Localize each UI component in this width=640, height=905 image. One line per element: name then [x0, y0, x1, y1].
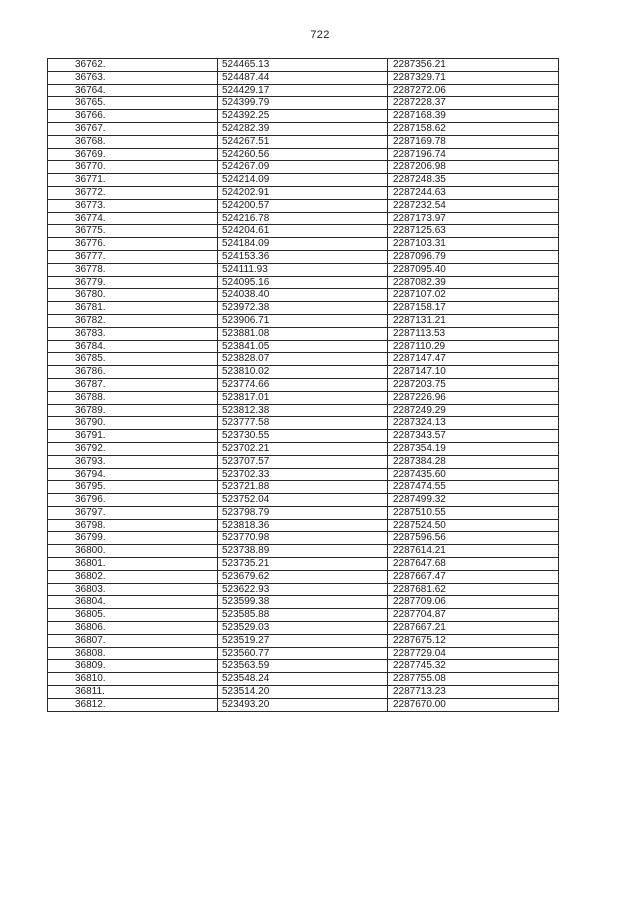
x-coordinate-cell: 524214.09 — [218, 174, 388, 187]
table-row — [48, 161, 559, 174]
x-coordinate-cell: 523770.98 — [218, 532, 388, 545]
x-coordinate-cell: 524267.51 — [218, 135, 388, 148]
y-coordinate-cell: 2287226.96 — [388, 391, 559, 404]
point-number-cell: 36763. — [48, 71, 218, 84]
table-row — [48, 59, 559, 72]
point-number-cell: 36775. — [48, 225, 218, 238]
point-number-cell: 36785. — [48, 353, 218, 366]
x-coordinate-cell: 523818.36 — [218, 519, 388, 532]
point-number-cell: 36783. — [48, 327, 218, 340]
x-coordinate-cell: 523529.03 — [218, 622, 388, 635]
y-coordinate-cell: 2287147.10 — [388, 366, 559, 379]
x-coordinate-cell: 523679.62 — [218, 570, 388, 583]
table-row — [48, 570, 559, 583]
point-number-cell: 36782. — [48, 314, 218, 327]
y-coordinate-cell: 2287524.50 — [388, 519, 559, 532]
point-number-cell: 36804. — [48, 596, 218, 609]
x-coordinate-cell: 524487.44 — [218, 71, 388, 84]
point-number-cell: 36779. — [48, 276, 218, 289]
table-row — [48, 622, 559, 635]
table-row — [48, 238, 559, 251]
x-coordinate-cell: 523622.93 — [218, 583, 388, 596]
point-number-cell: 36777. — [48, 250, 218, 263]
y-coordinate-cell: 2287103.31 — [388, 238, 559, 251]
table-row — [48, 558, 559, 571]
table-row — [48, 660, 559, 673]
x-coordinate-cell: 523730.55 — [218, 430, 388, 443]
point-number-cell: 36788. — [48, 391, 218, 404]
point-number-cell: 36780. — [48, 289, 218, 302]
y-coordinate-cell: 2287206.98 — [388, 161, 559, 174]
y-coordinate-cell: 2287173.97 — [388, 212, 559, 225]
table-row — [48, 519, 559, 532]
table-row — [48, 404, 559, 417]
point-number-cell: 36774. — [48, 212, 218, 225]
coordinates-table — [47, 58, 559, 712]
x-coordinate-cell: 523817.01 — [218, 391, 388, 404]
point-number-cell: 36803. — [48, 583, 218, 596]
y-coordinate-cell: 2287667.21 — [388, 622, 559, 635]
y-coordinate-cell: 2287384.28 — [388, 455, 559, 468]
y-coordinate-cell: 2287713.23 — [388, 686, 559, 699]
y-coordinate-cell: 2287095.40 — [388, 263, 559, 276]
table-row — [48, 686, 559, 699]
x-coordinate-cell: 523752.04 — [218, 494, 388, 507]
x-coordinate-cell: 523707.57 — [218, 455, 388, 468]
x-coordinate-cell: 523972.38 — [218, 302, 388, 315]
y-coordinate-cell: 2287158.17 — [388, 302, 559, 315]
x-coordinate-cell: 524429.17 — [218, 84, 388, 97]
y-coordinate-cell: 2287343.57 — [388, 430, 559, 443]
x-coordinate-cell: 523519.27 — [218, 634, 388, 647]
y-coordinate-cell: 2287435.60 — [388, 468, 559, 481]
x-coordinate-cell: 523828.07 — [218, 353, 388, 366]
x-coordinate-cell: 524260.56 — [218, 148, 388, 161]
table-row — [48, 391, 559, 404]
y-coordinate-cell: 2287096.79 — [388, 250, 559, 263]
point-number-cell: 36789. — [48, 404, 218, 417]
y-coordinate-cell: 2287168.39 — [388, 110, 559, 123]
y-coordinate-cell: 2287474.55 — [388, 481, 559, 494]
x-coordinate-cell: 523812.38 — [218, 404, 388, 417]
table-row — [48, 122, 559, 135]
y-coordinate-cell: 2287131.21 — [388, 314, 559, 327]
table-row — [48, 289, 559, 302]
x-coordinate-cell: 524465.13 — [218, 59, 388, 72]
y-coordinate-cell: 2287324.13 — [388, 417, 559, 430]
point-number-cell: 36811. — [48, 686, 218, 699]
table-row — [48, 97, 559, 110]
table-row — [48, 417, 559, 430]
point-number-cell: 36795. — [48, 481, 218, 494]
y-coordinate-cell: 2287681.62 — [388, 583, 559, 596]
table-row — [48, 430, 559, 443]
x-coordinate-cell: 523881.08 — [218, 327, 388, 340]
table-row — [48, 468, 559, 481]
point-number-cell: 36810. — [48, 673, 218, 686]
x-coordinate-cell: 523810.02 — [218, 366, 388, 379]
table-row — [48, 250, 559, 263]
page-number: 722 — [310, 29, 330, 41]
y-coordinate-cell: 2287647.68 — [388, 558, 559, 571]
x-coordinate-cell: 524392.25 — [218, 110, 388, 123]
y-coordinate-cell: 2287709.06 — [388, 596, 559, 609]
y-coordinate-cell: 2287596.56 — [388, 532, 559, 545]
table-row — [48, 186, 559, 199]
y-coordinate-cell: 2287614.21 — [388, 545, 559, 558]
x-coordinate-cell: 524267.09 — [218, 161, 388, 174]
y-coordinate-cell: 2287354.19 — [388, 442, 559, 455]
x-coordinate-cell: 523560.77 — [218, 647, 388, 660]
x-coordinate-cell: 523514.20 — [218, 686, 388, 699]
table-row — [48, 609, 559, 622]
table-row — [48, 148, 559, 161]
point-number-cell: 36796. — [48, 494, 218, 507]
table-row — [48, 314, 559, 327]
y-coordinate-cell: 2287110.29 — [388, 340, 559, 353]
point-number-cell: 36791. — [48, 430, 218, 443]
point-number-cell: 36769. — [48, 148, 218, 161]
table-row — [48, 442, 559, 455]
y-coordinate-cell: 2287169.78 — [388, 135, 559, 148]
y-coordinate-cell: 2287107.02 — [388, 289, 559, 302]
y-coordinate-cell: 2287228.37 — [388, 97, 559, 110]
table-row — [48, 212, 559, 225]
y-coordinate-cell: 2287356.21 — [388, 59, 559, 72]
table-row — [48, 263, 559, 276]
x-coordinate-cell: 524399.79 — [218, 97, 388, 110]
x-coordinate-cell: 523702.33 — [218, 468, 388, 481]
y-coordinate-cell: 2287499.32 — [388, 494, 559, 507]
table-row — [48, 199, 559, 212]
point-number-cell: 36793. — [48, 455, 218, 468]
point-number-cell: 36792. — [48, 442, 218, 455]
y-coordinate-cell: 2287670.00 — [388, 698, 559, 711]
point-number-cell: 36797. — [48, 506, 218, 519]
x-coordinate-cell: 524095.16 — [218, 276, 388, 289]
point-number-cell: 36772. — [48, 186, 218, 199]
table-row — [48, 327, 559, 340]
point-number-cell: 36801. — [48, 558, 218, 571]
point-number-cell: 36786. — [48, 366, 218, 379]
x-coordinate-cell: 524204.61 — [218, 225, 388, 238]
y-coordinate-cell: 2287729.04 — [388, 647, 559, 660]
table-row — [48, 135, 559, 148]
y-coordinate-cell: 2287248.35 — [388, 174, 559, 187]
table-row — [48, 174, 559, 187]
table-row — [48, 532, 559, 545]
y-coordinate-cell: 2287704.87 — [388, 609, 559, 622]
point-number-cell: 36776. — [48, 238, 218, 251]
y-coordinate-cell: 2287113.53 — [388, 327, 559, 340]
table-row — [48, 506, 559, 519]
x-coordinate-cell: 523599.38 — [218, 596, 388, 609]
y-coordinate-cell: 2287755.08 — [388, 673, 559, 686]
x-coordinate-cell: 523841.05 — [218, 340, 388, 353]
table-row — [48, 353, 559, 366]
table-row — [48, 71, 559, 84]
table-row — [48, 583, 559, 596]
y-coordinate-cell: 2287203.75 — [388, 378, 559, 391]
y-coordinate-cell: 2287244.63 — [388, 186, 559, 199]
point-number-cell: 36764. — [48, 84, 218, 97]
point-number-cell: 36767. — [48, 122, 218, 135]
x-coordinate-cell: 523493.20 — [218, 698, 388, 711]
x-coordinate-cell: 524200.57 — [218, 199, 388, 212]
table-row — [48, 366, 559, 379]
point-number-cell: 36799. — [48, 532, 218, 545]
point-number-cell: 36771. — [48, 174, 218, 187]
point-number-cell: 36784. — [48, 340, 218, 353]
y-coordinate-cell: 2287329.71 — [388, 71, 559, 84]
point-number-cell: 36770. — [48, 161, 218, 174]
table-row — [48, 673, 559, 686]
y-coordinate-cell: 2287510.55 — [388, 506, 559, 519]
point-number-cell: 36808. — [48, 647, 218, 660]
y-coordinate-cell: 2287745.32 — [388, 660, 559, 673]
point-number-cell: 36787. — [48, 378, 218, 391]
y-coordinate-cell: 2287082.39 — [388, 276, 559, 289]
point-number-cell: 36762. — [48, 59, 218, 72]
x-coordinate-cell: 524282.39 — [218, 122, 388, 135]
x-coordinate-cell: 523735.21 — [218, 558, 388, 571]
x-coordinate-cell: 523774.66 — [218, 378, 388, 391]
table-row — [48, 634, 559, 647]
table-row — [48, 84, 559, 97]
y-coordinate-cell: 2287125.63 — [388, 225, 559, 238]
y-coordinate-cell: 2287667.47 — [388, 570, 559, 583]
point-number-cell: 36805. — [48, 609, 218, 622]
x-coordinate-cell: 523798.79 — [218, 506, 388, 519]
table-row — [48, 481, 559, 494]
y-coordinate-cell: 2287249.29 — [388, 404, 559, 417]
x-coordinate-cell: 523548.24 — [218, 673, 388, 686]
y-coordinate-cell: 2287158.62 — [388, 122, 559, 135]
y-coordinate-cell: 2287196.74 — [388, 148, 559, 161]
y-coordinate-cell: 2287147.47 — [388, 353, 559, 366]
table-row — [48, 494, 559, 507]
x-coordinate-cell: 524153.36 — [218, 250, 388, 263]
x-coordinate-cell: 523702.21 — [218, 442, 388, 455]
x-coordinate-cell: 524202.91 — [218, 186, 388, 199]
table-row — [48, 545, 559, 558]
point-number-cell: 36768. — [48, 135, 218, 148]
point-number-cell: 36778. — [48, 263, 218, 276]
table-row — [48, 647, 559, 660]
point-number-cell: 36812. — [48, 698, 218, 711]
table-row — [48, 340, 559, 353]
point-number-cell: 36794. — [48, 468, 218, 481]
point-number-cell: 36790. — [48, 417, 218, 430]
point-number-cell: 36766. — [48, 110, 218, 123]
table-row — [48, 276, 559, 289]
table-row — [48, 455, 559, 468]
table-row — [48, 596, 559, 609]
point-number-cell: 36800. — [48, 545, 218, 558]
point-number-cell: 36806. — [48, 622, 218, 635]
table-row — [48, 225, 559, 238]
table-row — [48, 378, 559, 391]
point-number-cell: 36781. — [48, 302, 218, 315]
table-row — [48, 302, 559, 315]
point-number-cell: 36773. — [48, 199, 218, 212]
x-coordinate-cell: 523563.59 — [218, 660, 388, 673]
x-coordinate-cell: 523906.71 — [218, 314, 388, 327]
x-coordinate-cell: 523738.89 — [218, 545, 388, 558]
x-coordinate-cell: 523585.88 — [218, 609, 388, 622]
x-coordinate-cell: 524111.93 — [218, 263, 388, 276]
x-coordinate-cell: 523721.88 — [218, 481, 388, 494]
table-row — [48, 698, 559, 711]
point-number-cell: 36802. — [48, 570, 218, 583]
x-coordinate-cell: 524216.78 — [218, 212, 388, 225]
x-coordinate-cell: 524038.40 — [218, 289, 388, 302]
y-coordinate-cell: 2287272.06 — [388, 84, 559, 97]
table-row — [48, 110, 559, 123]
y-coordinate-cell: 2287675.12 — [388, 634, 559, 647]
point-number-cell: 36765. — [48, 97, 218, 110]
x-coordinate-cell: 523777.58 — [218, 417, 388, 430]
point-number-cell: 36809. — [48, 660, 218, 673]
y-coordinate-cell: 2287232.54 — [388, 199, 559, 212]
point-number-cell: 36807. — [48, 634, 218, 647]
coordinates-table-body — [48, 59, 559, 712]
x-coordinate-cell: 524184.09 — [218, 238, 388, 251]
point-number-cell: 36798. — [48, 519, 218, 532]
